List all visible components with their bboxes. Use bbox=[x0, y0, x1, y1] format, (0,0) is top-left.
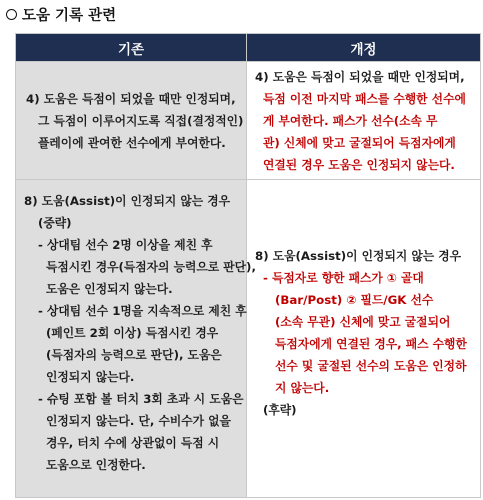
heading-text: 도움 기록 관련 bbox=[22, 7, 117, 24]
row2-after-red-line: - 득점자로 향한 패스가 ① 골대 bbox=[263, 271, 424, 285]
row1-after-red-line: 관) 신체에 맞고 굴절되어 득점자에게 bbox=[263, 136, 456, 150]
row2-before-line: 인정되지 않는다. bbox=[46, 370, 135, 384]
row2-before-line: 인정되지 않는다. 단, 수비수가 없을 bbox=[46, 414, 231, 428]
row2-after-red-line: 지 않는다. bbox=[275, 381, 330, 395]
column-header-before: 기존 bbox=[16, 34, 247, 62]
row2-before-line: (득점자의 능력으로 판단), 도움은 bbox=[46, 348, 222, 362]
row1-after-red-line: 연결된 경우 도움은 인정되지 않는다. bbox=[263, 158, 455, 172]
row2-before-line: - 상대팀 선수 2명 이상을 제친 후 bbox=[38, 238, 213, 252]
row2-before-line: 경우, 터치 수에 상관없이 득점 시 bbox=[46, 436, 220, 450]
row1-before-cell bbox=[16, 62, 247, 180]
row2-after-red-line: 득점자에게 연결된 경우, 패스 수행한 bbox=[275, 337, 467, 351]
row2-before-line: (페인트 2회 이상) 득점시킨 경우 bbox=[46, 326, 219, 340]
row2-before-line: 8) 도움(Assist)이 인정되지 않는 경우 bbox=[24, 194, 231, 208]
row2-after-cell bbox=[247, 180, 481, 498]
row2-after-line: 8) 도움(Assist)이 인정되지 않는 경우 bbox=[255, 249, 462, 263]
row2-after-red-line: (Bar/Post) ② 필드/GK 선수 bbox=[275, 293, 434, 307]
row2-after-red-line: 선수 및 굴절된 선수의 도움은 인정하 bbox=[275, 359, 467, 373]
row1-after-line: 4) 도움은 득점이 되었을 때만 인정되며, bbox=[255, 70, 465, 84]
row2-before-line: 득점시킨 경우(득점자의 능력으로 판단), bbox=[46, 260, 256, 274]
row2-after-red-line: (소속 무관) 신체에 맞고 굴절되어 bbox=[275, 315, 451, 329]
row2-before-cell bbox=[16, 180, 256, 498]
table-header-row bbox=[16, 34, 481, 62]
row2-before-line: (중략) bbox=[38, 216, 72, 230]
row1-before-line: 그 득점이 이루어지도록 직접(결정적인) bbox=[38, 114, 244, 128]
row2-before-line: - 상대팀 선수 1명을 지속적으로 제친 후 bbox=[38, 304, 247, 318]
row1-before-line: 플레이에 관여한 선수에게 부여한다. bbox=[38, 136, 226, 150]
table-row bbox=[16, 62, 481, 180]
row2-after-line: (후략) bbox=[263, 403, 297, 417]
row1-after-red-line: 게 부여한다. 패스가 선수(소속 무 bbox=[263, 114, 438, 128]
table-row bbox=[16, 180, 481, 498]
row2-before-line: 도움은 인정되지 않는다. bbox=[46, 282, 173, 296]
row1-after-red-line: 득점 이전 마지막 패스를 수행한 선수에 bbox=[263, 92, 466, 106]
column-header-after: 개정 bbox=[247, 34, 481, 62]
row1-after-cell bbox=[247, 62, 481, 180]
comparison-table bbox=[15, 33, 481, 498]
row2-before-line: - 슈팅 포함 볼 터치 3회 초과 시 도움은 bbox=[38, 392, 244, 406]
row2-before-line: 도움으로 인정한다. bbox=[46, 458, 146, 472]
row1-before-line: 4) 도움은 득점이 되었을 때만 인정되며, bbox=[26, 92, 236, 106]
section-heading bbox=[6, 3, 116, 25]
circle-bullet-icon bbox=[6, 9, 17, 20]
